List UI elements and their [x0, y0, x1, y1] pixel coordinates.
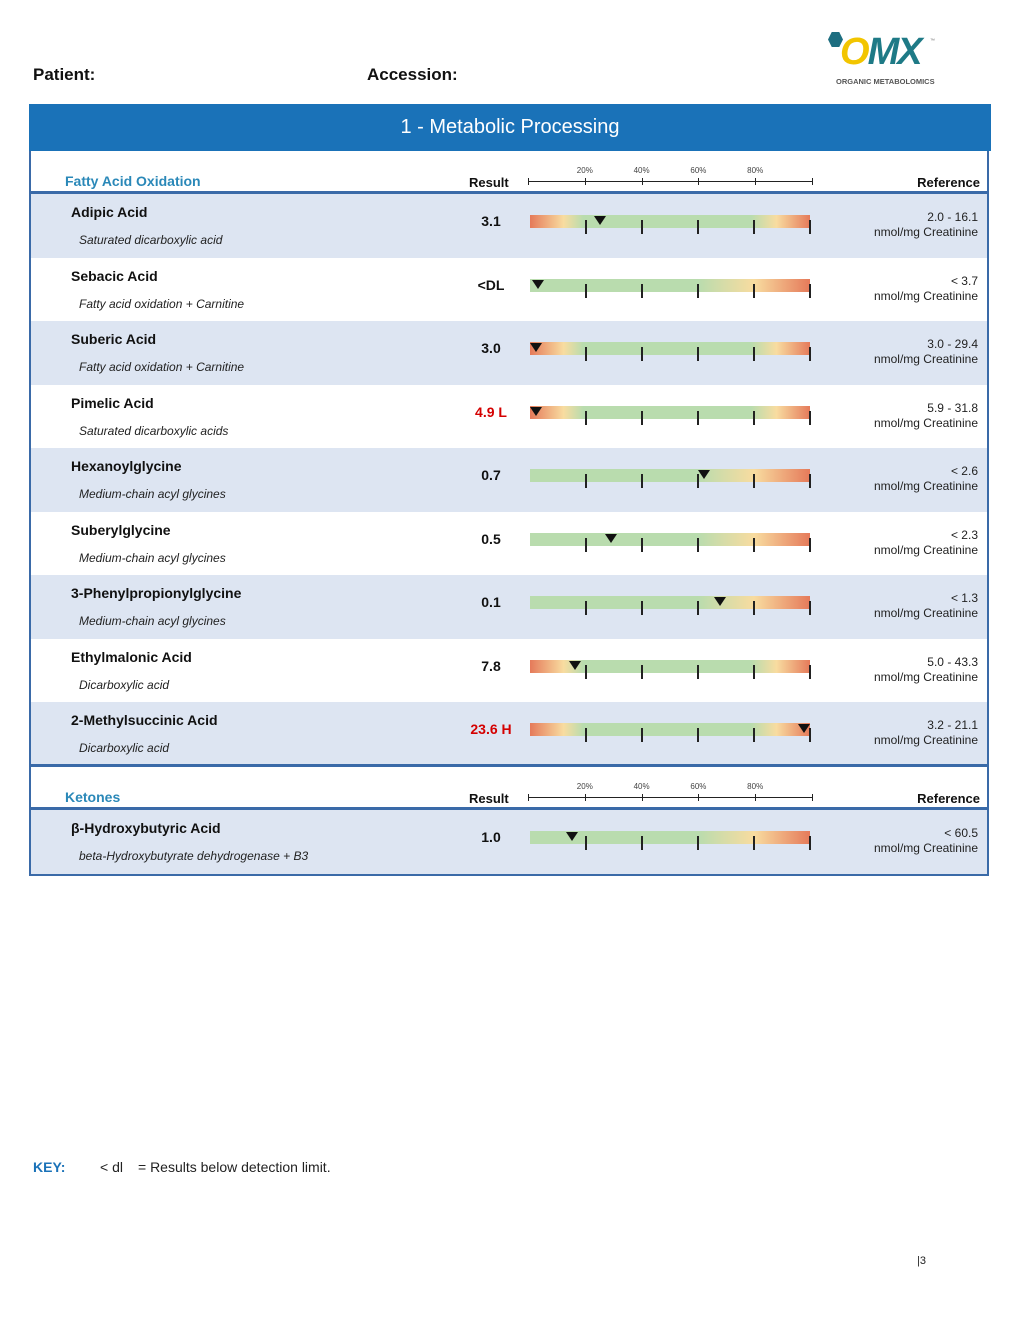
logo-trademark: ™ — [930, 38, 935, 44]
scale-label: 60% — [690, 782, 707, 791]
patient-label: Patient: — [33, 65, 96, 84]
range-tick — [753, 220, 755, 234]
range-tick — [697, 665, 699, 679]
range-tick — [809, 601, 811, 615]
table-row — [31, 702, 987, 766]
analyte-description: Saturated dicarboxylic acid — [79, 233, 223, 247]
result-value: 4.9 L — [475, 403, 507, 420]
range-bar — [530, 533, 810, 546]
result-value: 1.0 — [481, 829, 501, 845]
range-tick — [585, 728, 587, 742]
analyte-description: Dicarboxylic acid — [79, 677, 170, 692]
analyte-name: Ethylmalonic Acid — [71, 648, 192, 665]
analyte-name: Suberylglycine — [71, 521, 171, 538]
scale-label: 40% — [633, 166, 650, 175]
range-tick — [753, 474, 755, 488]
range-tick — [697, 347, 699, 361]
range-tick — [809, 538, 811, 552]
scale-tick — [528, 178, 529, 185]
scale-label: 40% — [633, 782, 650, 791]
range-tick — [641, 728, 643, 742]
scale-label: 80% — [747, 782, 764, 791]
key-label: KEY: — [33, 1159, 66, 1175]
range-tick — [697, 601, 699, 615]
scale-tick — [755, 794, 756, 801]
reference-range: < 3.7 — [950, 273, 978, 288]
logo-wordmark: OMX — [840, 31, 921, 73]
analyte-name: β-Hydroxybutyric Acid — [71, 820, 221, 836]
analyte-name: 3-Phenylpropionylglycine — [71, 585, 242, 601]
analyte-description: Dicarboxylic acid — [79, 741, 170, 755]
table-row — [31, 194, 987, 258]
result-value: <DL — [477, 276, 505, 293]
reference-range: 5.0 - 43.3 — [927, 654, 978, 669]
range-tick — [753, 728, 755, 742]
range-tick — [809, 836, 811, 850]
range-tick — [641, 284, 643, 298]
analyte-description: beta-Hydroxybutyrate dehydrogenase + B3 — [79, 849, 309, 863]
reference-range: < 2.6 — [950, 464, 978, 478]
range-tick — [641, 538, 643, 552]
scale-tick — [698, 178, 699, 185]
result-marker-icon — [798, 724, 810, 733]
analyte-description: Saturated dicarboxylic acids — [79, 423, 229, 438]
reference-range: < 2.3 — [950, 527, 978, 542]
result-marker-icon — [530, 407, 542, 416]
scale-label: 20% — [576, 782, 593, 791]
percent-scale — [528, 166, 812, 182]
table-row — [31, 385, 987, 449]
reference-range: 5.9 - 31.8 — [927, 400, 978, 415]
range-tick — [641, 347, 643, 361]
percent-scale — [528, 782, 812, 798]
omx-logo — [826, 30, 938, 90]
range-tick — [809, 411, 811, 425]
range-bar — [530, 406, 810, 419]
analyte-name: Pimelic Acid — [71, 394, 154, 411]
range-tick — [753, 538, 755, 552]
analyte-description: Medium-chain acyl glycines — [79, 487, 226, 501]
page-number: |3 — [917, 1255, 926, 1267]
range-tick — [697, 220, 699, 234]
section-title: Fatty Acid Oxidation — [65, 173, 201, 189]
range-tick — [697, 411, 699, 425]
analyte-description: Fatty acid oxidation + Carnitine — [79, 360, 245, 374]
range-bar — [530, 279, 810, 292]
range-bar — [530, 469, 810, 482]
result-marker-icon — [605, 534, 617, 543]
range-tick — [809, 284, 811, 298]
result-value: 3.0 — [481, 340, 501, 356]
result-header: Result — [469, 791, 509, 806]
range-tick — [809, 665, 811, 679]
table-row — [31, 810, 987, 874]
reference-unit: nmol/mg Creatinine — [873, 352, 978, 366]
range-tick — [697, 538, 699, 552]
reference-range: < 60.5 — [944, 826, 978, 840]
reference-range: < 1.3 — [950, 591, 978, 605]
result-marker-icon — [698, 470, 710, 479]
reference-header: Reference — [917, 175, 980, 190]
reference-unit: nmol/mg Creatinine — [873, 288, 978, 303]
result-value: 7.8 — [481, 657, 501, 674]
result-marker-icon — [714, 597, 726, 606]
range-tick — [809, 220, 811, 234]
range-tick — [753, 601, 755, 615]
range-bar — [530, 342, 810, 355]
range-bar — [530, 723, 810, 736]
range-tick — [753, 836, 755, 850]
range-tick — [585, 836, 587, 850]
scale-tick — [585, 178, 586, 185]
range-tick — [585, 538, 587, 552]
result-value: 3.1 — [481, 213, 501, 229]
range-tick — [641, 220, 643, 234]
section-header — [31, 767, 987, 810]
analyte-description: Medium-chain acyl glycines — [79, 550, 226, 565]
reference-unit: nmol/mg Creatinine — [873, 841, 978, 855]
range-tick — [697, 284, 699, 298]
range-tick — [809, 347, 811, 361]
scale-label: 60% — [690, 166, 707, 175]
reference-range: 3.0 - 29.4 — [927, 337, 978, 351]
result-marker-icon — [566, 832, 578, 841]
reference-range: 2.0 - 16.1 — [927, 210, 978, 224]
result-marker-icon — [530, 343, 542, 352]
range-tick — [585, 347, 587, 361]
table-row — [31, 448, 987, 512]
accession-label: Accession: — [367, 65, 458, 84]
analyte-description: Medium-chain acyl glycines — [79, 614, 226, 628]
range-tick — [585, 474, 587, 488]
reference-unit: nmol/mg Creatinine — [873, 733, 978, 747]
section-panel — [29, 151, 989, 768]
result-header: Result — [469, 175, 509, 190]
analyte-name: Hexanoylglycine — [71, 458, 182, 474]
range-tick — [697, 836, 699, 850]
analyte-name: 2-Methylsuccinic Acid — [71, 712, 218, 728]
range-tick — [641, 836, 643, 850]
result-marker-icon — [532, 280, 544, 289]
range-tick — [641, 411, 643, 425]
analyte-name: Adipic Acid — [71, 204, 148, 220]
range-tick — [753, 411, 755, 425]
result-value: 23.6 H — [470, 721, 512, 737]
table-row — [31, 258, 987, 322]
scale-tick — [585, 794, 586, 801]
reference-unit: nmol/mg Creatinine — [873, 225, 978, 239]
range-tick — [585, 665, 587, 679]
range-tick — [585, 601, 587, 615]
table-row — [31, 512, 987, 576]
range-tick — [753, 347, 755, 361]
scale-tick — [642, 178, 643, 185]
result-marker-icon — [594, 216, 606, 225]
section-header — [31, 151, 987, 194]
range-tick — [641, 601, 643, 615]
range-tick — [697, 728, 699, 742]
range-bar — [530, 215, 810, 228]
reference-unit: nmol/mg Creatinine — [873, 669, 978, 684]
scale-tick — [812, 794, 813, 801]
result-marker-icon — [569, 661, 581, 670]
section-panel — [29, 764, 989, 876]
range-tick — [585, 411, 587, 425]
scale-label: 20% — [576, 166, 593, 175]
range-bar — [530, 596, 810, 609]
result-value: 0.5 — [481, 530, 501, 547]
analyte-description: Fatty acid oxidation + Carnitine — [79, 296, 245, 311]
scale-tick — [755, 178, 756, 185]
section-title-bar: 1 - Metabolic Processing — [29, 104, 991, 151]
reference-unit: nmol/mg Creatinine — [873, 479, 978, 493]
table-row — [31, 575, 987, 639]
table-row — [31, 321, 987, 385]
table-row — [31, 639, 987, 703]
range-tick — [641, 474, 643, 488]
range-tick — [753, 665, 755, 679]
scale-tick — [698, 794, 699, 801]
analyte-name: Sebacic Acid — [71, 267, 158, 284]
scale-tick — [812, 178, 813, 185]
scale-tick — [528, 794, 529, 801]
range-tick — [753, 284, 755, 298]
reference-unit: nmol/mg Creatinine — [873, 415, 978, 430]
logo-subtitle: ORGANIC METABOLOMICS — [836, 77, 935, 86]
reference-header: Reference — [917, 791, 980, 806]
reference-range: 3.2 - 21.1 — [927, 718, 978, 732]
range-tick — [641, 665, 643, 679]
reference-unit: nmol/mg Creatinine — [873, 542, 978, 557]
scale-label: 80% — [747, 166, 764, 175]
analyte-name: Suberic Acid — [71, 331, 157, 347]
key-text: = Results below detection limit. — [138, 1159, 331, 1175]
range-tick — [585, 220, 587, 234]
scale-tick — [642, 794, 643, 801]
reference-unit: nmol/mg Creatinine — [873, 606, 978, 620]
range-tick — [585, 284, 587, 298]
section-title: Ketones — [65, 789, 121, 805]
result-value: 0.7 — [481, 467, 501, 483]
key-symbol: < dl — [100, 1159, 123, 1175]
range-tick — [809, 474, 811, 488]
result-value: 0.1 — [481, 594, 501, 610]
